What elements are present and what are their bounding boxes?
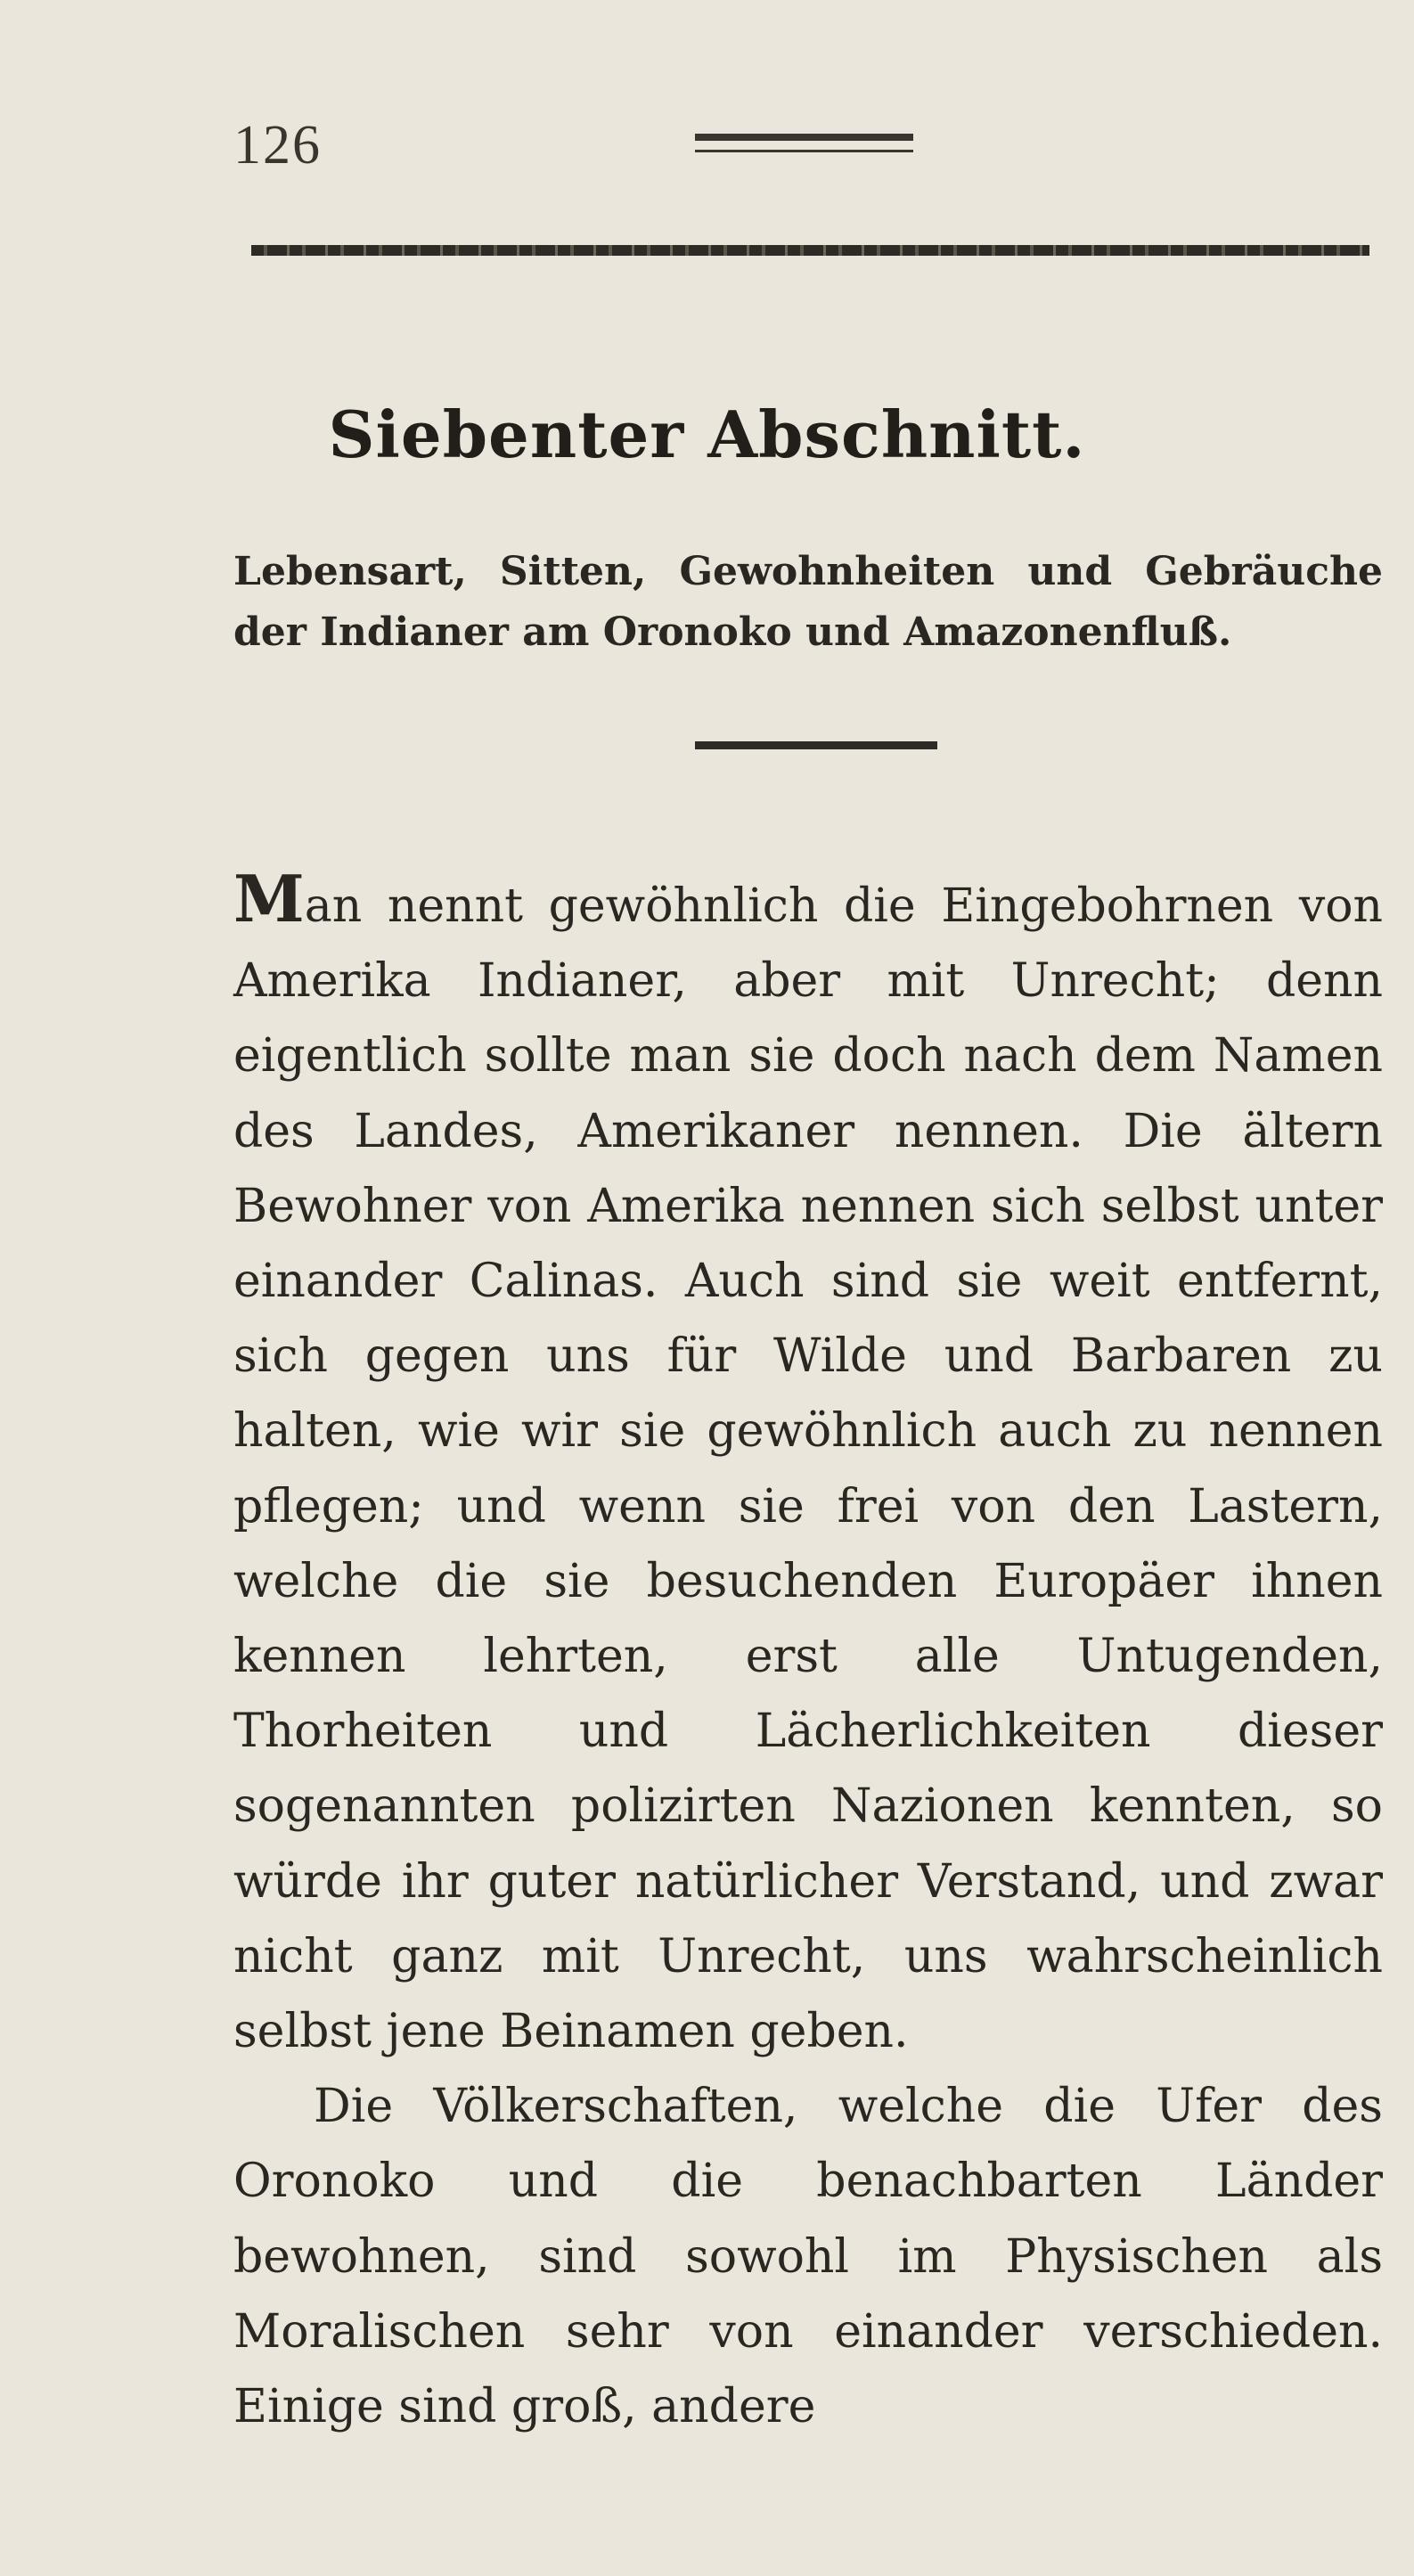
ornament-rule-top bbox=[695, 134, 913, 141]
body-text bbox=[233, 861, 1383, 2444]
paragraph-1 bbox=[233, 861, 1383, 2069]
section-divider bbox=[695, 741, 937, 749]
chapter-subtitle: Lebensart, Sitten, Gewohnheiten und Gebräuche der Indianer am Oronoko und Amazonenfluß. bbox=[233, 549, 1383, 655]
paragraph-2: Die Völkerschaften, welche die Ufer des Oronoko und die benachbarten Länder bewohnen, sind sowohl im Physischen als Moralischen sehr von einander verschieden. Einige sind groß, andere bbox=[233, 2080, 1383, 2434]
chapter-title: Siebenter Abschnitt. bbox=[328, 397, 1086, 472]
initial-letter: M bbox=[233, 861, 305, 936]
paragraph-1-text: an nennt gewöhnlich die Eingebohrnen von Amerika Indianer, aber mit Unrecht; denn eigentlich sollte man sie doch nach dem Namen des Landes, Amerikaner nennen. Die ältern Bewohner von Amerika nennen sich selbst unter einander Calinas. Auch sind sie weit entfernt, sich gegen uns für Wilde und Barbaren zu halten, wie wir sie gewöhnlich auch zu nennen pflegen; und wenn sie frei von den Lastern, welche die sie besuchenden Europäer ihnen kennen lehrten, erst alle Untugenden, Thorheiten und Lächerlichkeiten dieser sogenannten polizirten Nazionen kennten, so würde ihr guter natürlicher Verstand, und zwar nicht ganz mit Unrecht, uns wahrscheinlich selbst jene Beinamen geben. bbox=[233, 879, 1383, 2059]
header-rule bbox=[251, 245, 1369, 256]
ornament-rule-bottom bbox=[695, 150, 913, 152]
page-number: 126 bbox=[233, 115, 322, 176]
